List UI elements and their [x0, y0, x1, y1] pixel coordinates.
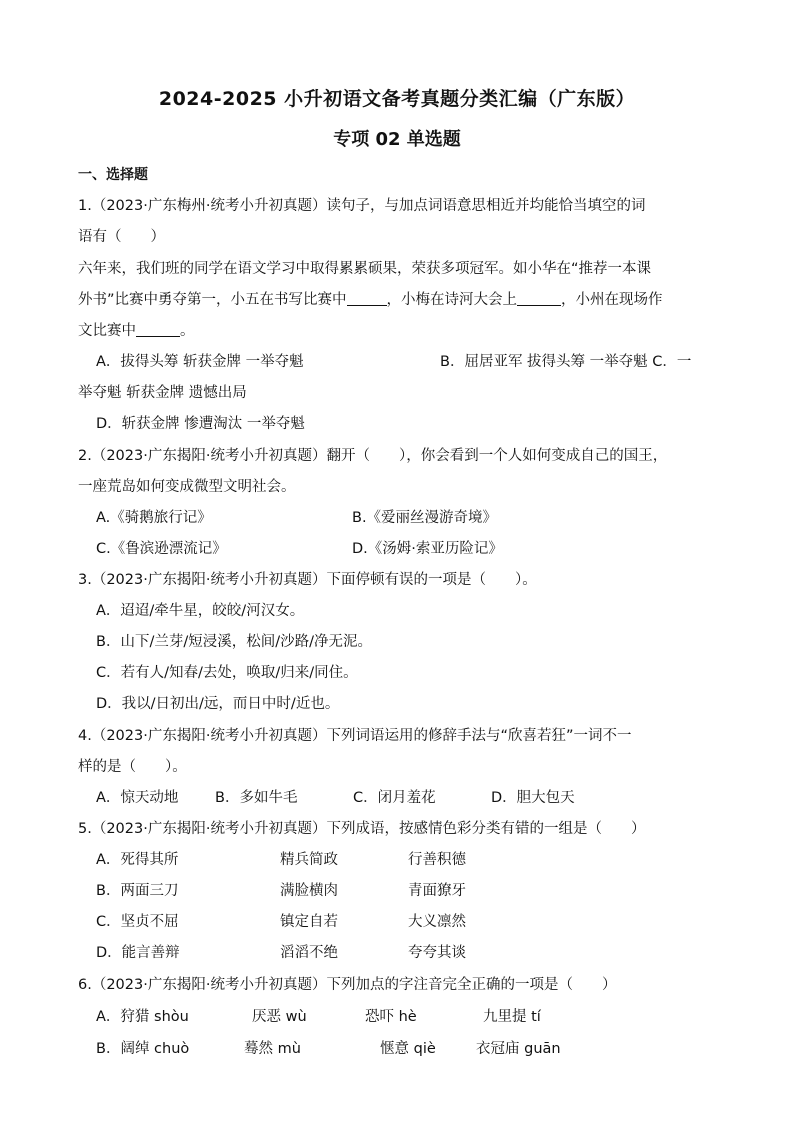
q2-option-d: D.《汤姆·索亚历险记》 [352, 541, 503, 557]
q3-option-c: C．若有人/知春/去处，唤取/归来/同住。 [96, 665, 358, 681]
q3-option-b: B．山下/兰芽/短浸溪，松间/沙路/净无泥。 [96, 634, 372, 650]
q5-option-d: D．能言善辩 [96, 945, 180, 961]
blank [517, 291, 561, 306]
q5-option-c-word2: 镇定自若 [280, 914, 338, 930]
q4-option-b: B．多如牛毛 [215, 790, 298, 806]
q6-option-b-word3: 惬意 qiè [380, 1041, 436, 1057]
q4-option-a: A．惊天动地 [96, 790, 179, 806]
q5-option-a: A．死得其所 [96, 852, 179, 868]
section-heading: 一、选择题 [78, 167, 148, 183]
q1-passage-segment: ，小梅在诗河大会上 [386, 292, 518, 308]
q5-stem: 5.（2023·广东揭阳·统考小升初真题）下列成语，按感情色彩分类有错的一组是（ ） [78, 821, 646, 837]
q3-option-d: D．我以/日初出/远，而日中时/近也。 [96, 696, 340, 712]
q4-option-d: D．胆大包天 [491, 790, 575, 806]
q5-option-d-word3: 夸夸其谈 [408, 945, 466, 961]
blank [347, 291, 387, 306]
q2-stem-line1: 2.（2023·广东揭阳·统考小升初真题）翻开（ ），你会看到一个人如何变成自己的国王， [78, 448, 668, 464]
q6-option-a-word4: 九里提 tí [483, 1009, 541, 1025]
q4-option-c: C．闭月羞花 [353, 790, 436, 806]
q2-option-c: C.《鲁滨逊漂流记》 [96, 541, 227, 557]
q5-option-d-word2: 滔滔不绝 [280, 945, 338, 961]
q1-option-c-cont: 举夺魁 斩获金牌 遗憾出局 [78, 385, 247, 401]
q6-option-a-word3: 恐吓 hè [365, 1009, 417, 1025]
q5-option-c-word3: 大义凛然 [408, 914, 466, 930]
q1-passage-line3 [78, 321, 728, 341]
q1-passage-line1: 六年来，我们班的同学在语文学习中取得累累硕果，荣获多项冠军。如小华在“推荐一本课 [78, 261, 652, 277]
q6-option-b-word4: 衣冠庙 guān [476, 1041, 561, 1057]
document-subtitle: 专项 02 单选题 [333, 129, 461, 150]
q1-option-a: A．拔得头筹 斩获金牌 一举夺魁 [96, 354, 304, 370]
q6-stem: 6.（2023·广东揭阳·统考小升初真题）下列加点的字注音完全正确的一项是（ ） [78, 977, 617, 993]
q1-stem-line2: 语有（ ） [78, 229, 165, 245]
q5-option-a-word3: 行善积德 [408, 852, 466, 868]
q2-option-a: A.《骑鹅旅行记》 [96, 510, 212, 526]
q1-passage-segment: 文比赛中 [78, 323, 136, 339]
q1-stem-line1: 1.（2023·广东梅州·统考小升初真题）读句子，与加点词语意思相近并均能恰当填空的词 [78, 198, 646, 214]
q5-option-c: C．坚贞不屈 [96, 914, 179, 930]
q3-option-a: A．迢迢/牵牛星，皎皎/河汉女。 [96, 603, 305, 619]
q1-option-d: D．斩获金牌 惨遭淘汰 一举夺魁 [96, 416, 305, 432]
q5-option-b: B．两面三刀 [96, 883, 179, 899]
q6-option-a-word2: 厌恶 wù [252, 1009, 307, 1025]
q6-option-a: A．狩猎 shòu [96, 1009, 189, 1025]
q1-passage-line2 [78, 290, 728, 310]
blank [136, 322, 180, 337]
q6-option-b: B．阔绰 chuò [96, 1041, 190, 1057]
document-title: 2024-2025 小升初语文备考真题分类汇编（广东版） [158, 88, 636, 110]
q5-option-a-word2: 精兵简政 [280, 852, 338, 868]
q2-option-b: B.《爱丽丝漫游奇境》 [352, 510, 498, 526]
q4-stem-line1: 4.（2023·广东揭阳·统考小升初真题）下列词语运用的修辞手法与“欣喜若狂”一词不一 [78, 728, 632, 744]
q3-stem: 3.（2023·广东揭阳·统考小升初真题）下面停顿有误的一项是（ ）。 [78, 572, 537, 588]
q4-stem-line2: 样的是（ ）。 [78, 759, 187, 775]
q5-option-b-word2: 满脸横肉 [280, 883, 338, 899]
q5-option-b-word3: 青面獠牙 [408, 883, 466, 899]
q1-passage-segment: 。 [180, 323, 195, 339]
q2-stem-line2: 一座荒岛如何变成微型文明社会。 [78, 479, 296, 495]
q1-passage-segment: 外书”比赛中勇夺第一，小五在书写比赛中 [78, 292, 347, 308]
q1-passage-segment: ，小州在现场作 [561, 292, 663, 308]
q6-option-b-word2: 蓦然 mù [244, 1041, 301, 1057]
q1-option-b: B．屈居亚军 拔得头筹 一举夺魁 C．一 [440, 354, 692, 370]
